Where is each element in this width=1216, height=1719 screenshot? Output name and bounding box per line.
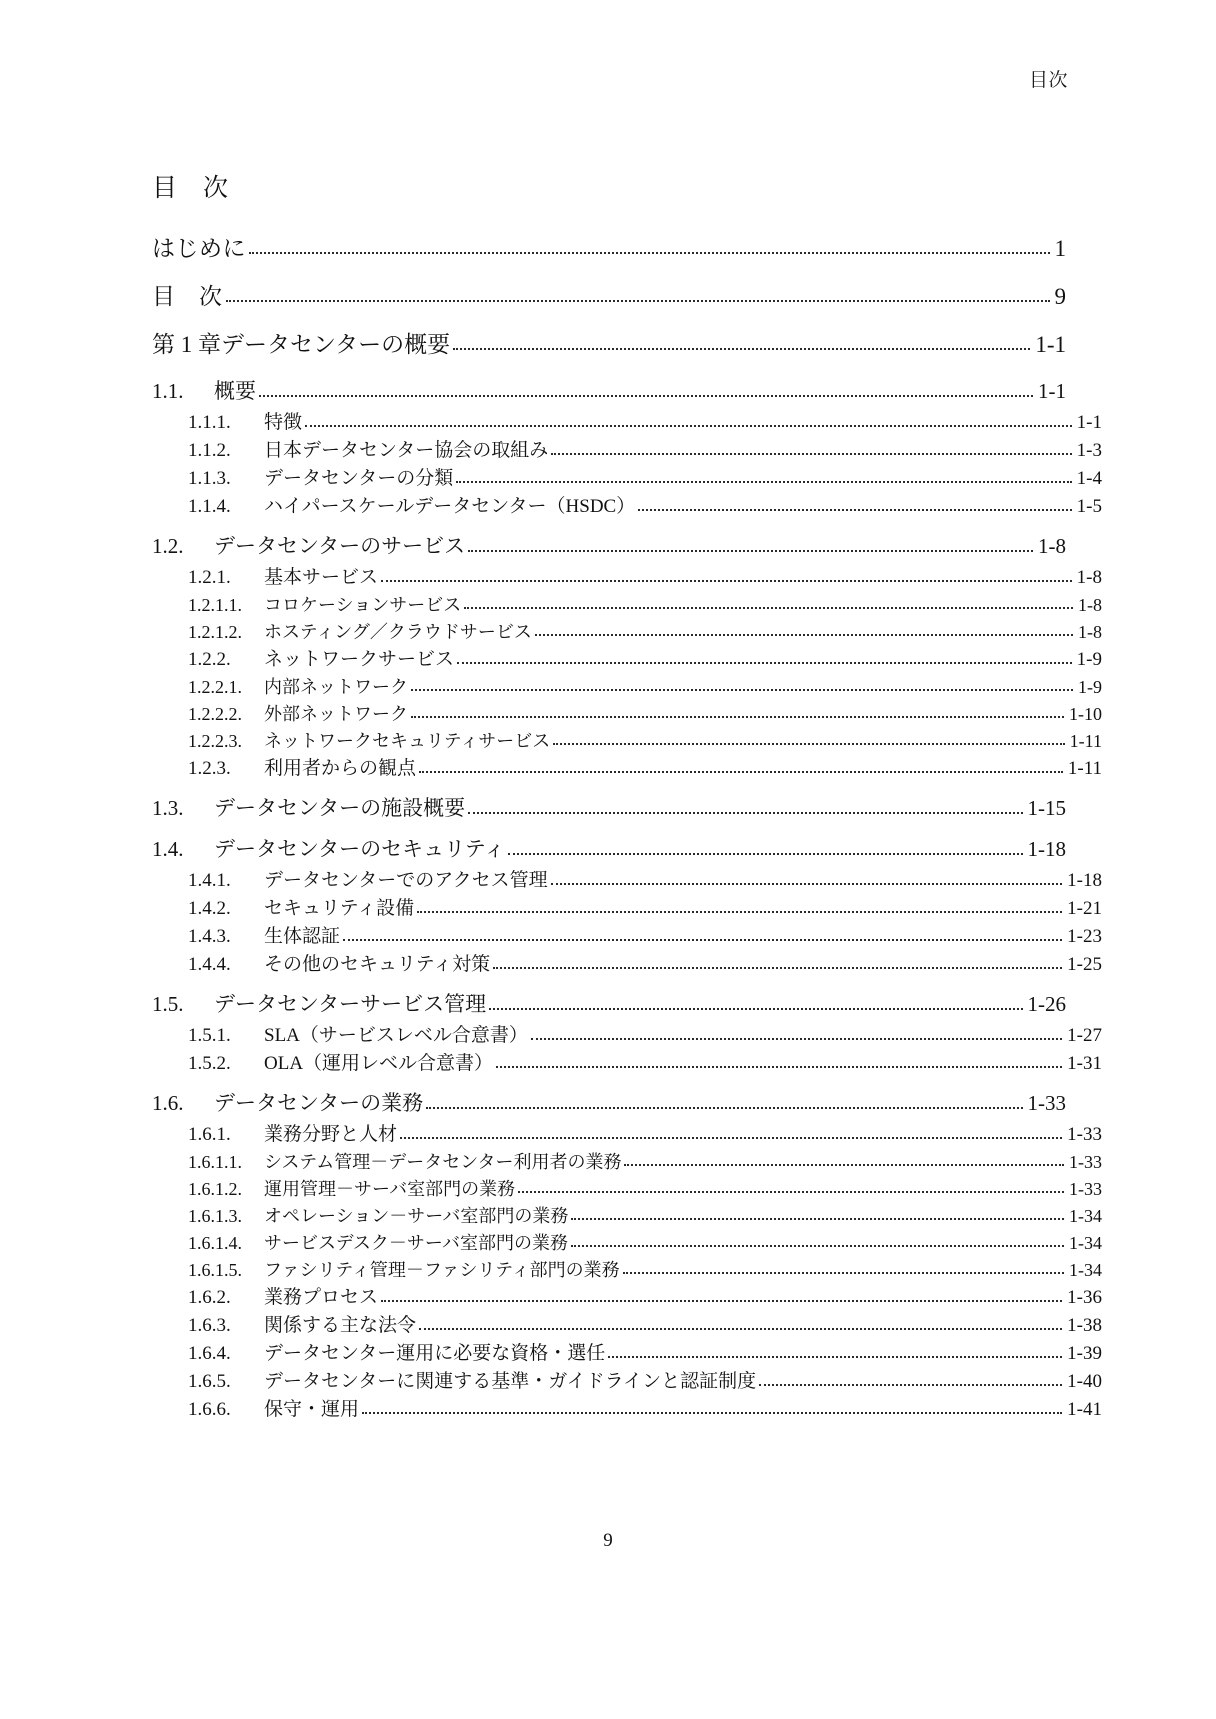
toc-entry-page-number: 1-34 — [1069, 1232, 1102, 1253]
toc-entry[interactable] — [152, 533, 1066, 558]
toc-entry-page-number: 1-33 — [1067, 1123, 1102, 1145]
toc-entry-label: ハイパースケールデータセンター（HSDC） — [264, 495, 636, 517]
toc-entry-number: 1.6. — [152, 1090, 184, 1115]
page-title: 目 次 — [152, 175, 229, 202]
toc-entry-label: システム管理－データセンター利用者の業務 — [264, 1151, 622, 1172]
toc-leader-dots — [571, 1245, 1064, 1247]
toc-entry[interactable] — [152, 497, 1102, 516]
toc-entry-page-number: 1-38 — [1067, 1314, 1102, 1336]
toc-leader-dots — [419, 771, 1063, 773]
toc-entry-number: 1.6.5. — [188, 1370, 231, 1392]
toc-entry[interactable] — [152, 1261, 1102, 1279]
toc-entry-label: 利用者からの観点 — [264, 757, 417, 779]
toc-entry-page-number: 1-5 — [1076, 495, 1102, 517]
toc-leader-dots — [362, 1412, 1062, 1414]
toc-entry[interactable] — [152, 1090, 1066, 1115]
toc-entry[interactable] — [152, 991, 1066, 1016]
toc-entry[interactable] — [152, 927, 1102, 946]
toc-entry-label: SLA（サービスレベル合意書） — [264, 1024, 528, 1046]
toc-entry-page-number: 1-1 — [1076, 411, 1102, 433]
toc-entry-page-number: 1-15 — [1027, 795, 1066, 820]
toc-leader-dots — [417, 911, 1062, 913]
toc-leader-dots — [518, 1191, 1064, 1193]
toc-entry-page-number: 1-41 — [1067, 1398, 1102, 1420]
toc-entry-page-number: 1-26 — [1027, 991, 1066, 1016]
toc-leader-dots — [249, 252, 1050, 254]
toc-entry-label: サービスデスク－サーバ室部門の業務 — [264, 1232, 569, 1253]
toc-entry-label: データセンターの施設概要 — [214, 795, 466, 820]
toc-entry-page-number: 1-9 — [1078, 676, 1102, 697]
toc-entry-number: 1.6.1.1. — [188, 1151, 242, 1172]
toc-entry-label: 日本データセンター協会の取組み — [264, 439, 549, 461]
toc-entry-number: 1.1.3. — [188, 467, 231, 489]
toc-entry-page-number: 1-33 — [1069, 1178, 1102, 1199]
toc-entry-page-number: 1-1 — [1038, 378, 1066, 403]
toc-entry[interactable] — [152, 285, 1066, 308]
toc-leader-dots — [489, 1008, 1022, 1010]
toc-entry-label: 外部ネットワーク — [264, 703, 408, 724]
toc-entry-number: 1.2.2.3. — [188, 730, 242, 751]
toc-entry-page-number: 1-33 — [1069, 1151, 1102, 1172]
toc-entry-number: 1.6.1.4. — [188, 1232, 242, 1253]
toc-entry-page-number: 1-3 — [1076, 439, 1102, 461]
toc-entry-label: ファシリティ管理－ファシリティ部門の業務 — [264, 1259, 620, 1280]
toc-entry[interactable] — [152, 378, 1066, 403]
toc-entry-label: 特徴 — [264, 411, 303, 433]
toc-entry-label: データセンターサービス管理 — [214, 991, 487, 1016]
toc-entry-page-number: 1-11 — [1069, 730, 1102, 751]
table-of-contents — [152, 175, 1102, 1428]
toc-entry-number: 1.1.4. — [188, 495, 231, 517]
toc-entry-page-number: 1-34 — [1069, 1205, 1102, 1226]
toc-entry-number: 1.6.1. — [188, 1123, 231, 1145]
toc-entry-page-number: 1-34 — [1069, 1259, 1102, 1280]
toc-leader-dots — [493, 967, 1062, 969]
toc-entry-page-number: 1-36 — [1067, 1286, 1102, 1308]
toc-entry-number: 1.1.1. — [188, 411, 231, 433]
toc-entry-page-number: 1-25 — [1067, 953, 1102, 975]
toc-entry-number: 1.6.1.3. — [188, 1205, 242, 1226]
toc-leader-dots — [531, 1038, 1062, 1040]
toc-entry-number: 1.2. — [152, 533, 184, 558]
toc-entry-page-number: 1 — [1054, 235, 1066, 261]
toc-entry-page-number: 9 — [1054, 283, 1066, 309]
toc-entry-label: ホスティング／クラウドサービス — [264, 621, 532, 642]
toc-entry-page-number: 1-31 — [1067, 1052, 1102, 1074]
toc-entry-number: 1.6.4. — [188, 1342, 231, 1364]
toc-entry-number: 1.4.2. — [188, 897, 231, 919]
toc-entry[interactable] — [152, 871, 1102, 890]
toc-entry-page-number: 1-40 — [1067, 1370, 1102, 1392]
toc-entry-number: 1.2.1.2. — [188, 621, 242, 642]
toc-entry[interactable] — [152, 1344, 1102, 1363]
toc-leader-dots — [411, 689, 1073, 691]
toc-entry[interactable] — [152, 1234, 1102, 1252]
toc-leader-dots — [623, 1272, 1064, 1274]
toc-leader-dots — [464, 607, 1073, 609]
toc-entry-label: 概要 — [214, 378, 256, 403]
toc-entry-page-number: 1-11 — [1067, 757, 1102, 779]
toc-entry-number: 1.2.1. — [188, 566, 231, 588]
toc-entry-number: 1.2.2. — [188, 648, 231, 670]
toc-entry[interactable] — [152, 836, 1066, 861]
toc-entry[interactable] — [152, 441, 1102, 460]
toc-entry-page-number: 1-8 — [1078, 594, 1102, 615]
toc-entry-number: 1.1.2. — [188, 439, 231, 461]
toc-entry-list — [152, 235, 1102, 1420]
toc-entry[interactable] — [152, 705, 1102, 723]
toc-entry-number: 1.6.3. — [188, 1314, 231, 1336]
toc-entry-label: 保守・運用 — [264, 1398, 360, 1420]
toc-entry-page-number: 1-8 — [1076, 566, 1102, 588]
toc-leader-dots — [638, 509, 1071, 511]
toc-entry[interactable] — [152, 1372, 1102, 1391]
toc-leader-dots — [305, 425, 1072, 427]
toc-entry-number: 1.2.1.1. — [188, 594, 242, 615]
toc-leader-dots — [453, 348, 1030, 350]
toc-entry[interactable] — [152, 623, 1102, 641]
toc-leader-dots — [400, 1137, 1062, 1139]
toc-entry-label: データセンターのセキュリティ — [214, 836, 506, 861]
toc-entry-label: はじめに — [152, 235, 246, 261]
toc-entry-number: 1.4.4. — [188, 953, 231, 975]
toc-leader-dots — [468, 812, 1022, 814]
toc-leader-dots — [759, 1384, 1062, 1386]
toc-entry-label: オペレーション－サーバ室部門の業務 — [264, 1205, 569, 1226]
running-header: 目次 — [1028, 70, 1068, 91]
toc-entry-label: OLA（運用レベル合意書） — [264, 1052, 494, 1074]
toc-entry-number: 1.6.1.5. — [188, 1259, 242, 1280]
toc-leader-dots — [411, 716, 1064, 718]
toc-entry[interactable] — [152, 333, 1066, 356]
toc-leader-dots — [259, 395, 1033, 397]
toc-entry-page-number: 1-8 — [1078, 621, 1102, 642]
toc-leader-dots — [624, 1164, 1064, 1166]
toc-leader-dots — [535, 634, 1073, 636]
toc-entry-label: データセンターの分類 — [264, 467, 454, 489]
toc-entry-number: 1.2.2.2. — [188, 703, 242, 724]
toc-entry-number: 1.5.2. — [188, 1052, 231, 1074]
toc-leader-dots — [551, 883, 1063, 885]
toc-leader-dots — [608, 1356, 1062, 1358]
toc-leader-dots — [426, 1107, 1022, 1109]
toc-leader-dots — [343, 939, 1062, 941]
toc-leader-dots — [419, 1328, 1062, 1330]
toc-entry-page-number: 1-4 — [1076, 467, 1102, 489]
toc-entry[interactable] — [152, 795, 1066, 820]
toc-entry[interactable] — [152, 1207, 1102, 1225]
toc-entry-number: 1.2.3. — [188, 757, 231, 779]
toc-entry-label: 内部ネットワーク — [264, 676, 408, 697]
toc-leader-dots — [468, 550, 1033, 552]
toc-entry-page-number: 1-8 — [1038, 533, 1066, 558]
toc-entry[interactable] — [152, 596, 1102, 614]
toc-leader-dots — [496, 1066, 1062, 1068]
toc-leader-dots — [381, 1300, 1062, 1302]
toc-entry-number: 1.4.1. — [188, 869, 231, 891]
toc-entry-page-number: 1-33 — [1027, 1090, 1066, 1115]
toc-entry-page-number: 1-27 — [1067, 1024, 1102, 1046]
toc-entry-label: 生体認証 — [264, 925, 341, 947]
toc-entry-label: データセンター運用に必要な資格・選任 — [264, 1342, 606, 1364]
toc-entry-label: セキュリティ設備 — [264, 897, 415, 919]
toc-entry-number: 1.4.3. — [188, 925, 231, 947]
toc-entry-number: 1.6.1.2. — [188, 1178, 242, 1199]
toc-leader-dots — [571, 1218, 1064, 1220]
toc-entry-label: 基本サービス — [264, 566, 379, 588]
toc-entry-page-number: 1-21 — [1067, 897, 1102, 919]
toc-entry-label: ネットワークサービス — [264, 648, 455, 670]
toc-entry[interactable] — [152, 1400, 1102, 1419]
toc-leader-dots — [381, 580, 1072, 582]
toc-entry-label: その他のセキュリティ対策 — [264, 953, 491, 975]
toc-entry[interactable] — [152, 568, 1102, 587]
toc-entry-label: 目 次 — [152, 283, 223, 309]
toc-entry-number: 1.5.1. — [188, 1024, 231, 1046]
toc-entry-number: 1.6.2. — [188, 1286, 231, 1308]
toc-entry-label: ネットワークセキュリティサービス — [264, 730, 551, 751]
toc-entry-page-number: 1-23 — [1067, 925, 1102, 947]
toc-entry[interactable] — [152, 1180, 1102, 1198]
toc-entry[interactable] — [152, 955, 1102, 974]
toc-leader-dots — [456, 481, 1071, 483]
toc-entry-label: データセンターのサービス — [214, 533, 466, 558]
toc-entry-page-number: 1-39 — [1067, 1342, 1102, 1364]
toc-entry[interactable] — [152, 1125, 1102, 1144]
toc-entry-page-number: 1-9 — [1076, 648, 1102, 670]
toc-entry[interactable] — [152, 732, 1102, 750]
footer-page-number: 9 — [603, 1530, 613, 1551]
toc-leader-dots — [457, 662, 1072, 664]
toc-entry-label: 関係する主な法令 — [264, 1314, 417, 1336]
toc-entry-label: 業務プロセス — [264, 1286, 379, 1308]
toc-entry-label: データセンターに関連する基準・ガイドラインと認証制度 — [264, 1370, 757, 1392]
toc-entry-label: コロケーションサービス — [264, 594, 462, 615]
toc-entry[interactable] — [152, 899, 1102, 918]
toc-entry[interactable] — [152, 469, 1102, 488]
toc-entry-number: 1.3. — [152, 795, 184, 820]
toc-entry-number: 1.1. — [152, 378, 184, 403]
toc-entry[interactable] — [152, 1288, 1102, 1307]
toc-entry[interactable] — [152, 1316, 1102, 1335]
toc-entry-label: データセンターでのアクセス管理 — [264, 869, 548, 891]
toc-entry[interactable] — [152, 678, 1102, 696]
toc-entry[interactable] — [152, 1026, 1102, 1045]
toc-entry-page-number: 1-10 — [1069, 703, 1102, 724]
toc-entry-number: 1.5. — [152, 991, 184, 1016]
toc-entry[interactable] — [152, 237, 1066, 260]
toc-entry[interactable] — [152, 650, 1102, 669]
toc-leader-dots — [553, 743, 1064, 745]
toc-entry-number: 第 1 章 — [152, 331, 221, 357]
toc-entry-number: 1.2.2.1. — [188, 676, 242, 697]
toc-entry-label: 業務分野と人材 — [264, 1123, 398, 1145]
toc-entry-number: 1.4. — [152, 836, 184, 861]
toc-leader-dots — [551, 453, 1071, 455]
toc-entry-page-number: 1-18 — [1027, 836, 1066, 861]
toc-entry-label: データセンターの業務 — [214, 1090, 424, 1115]
toc-leader-dots — [508, 853, 1022, 855]
toc-entry-label: データセンターの概要 — [221, 331, 451, 357]
toc-entry-label: 運用管理－サーバ室部門の業務 — [264, 1178, 516, 1199]
toc-entry[interactable] — [152, 1054, 1102, 1073]
toc-entry-page-number: 1-18 — [1067, 869, 1102, 891]
toc-entry-page-number: 1-1 — [1035, 331, 1066, 357]
toc-entry[interactable] — [152, 759, 1102, 778]
toc-entry[interactable] — [152, 1153, 1102, 1171]
toc-entry[interactable] — [152, 413, 1102, 432]
toc-entry-number: 1.6.6. — [188, 1398, 231, 1420]
toc-leader-dots — [226, 300, 1050, 302]
